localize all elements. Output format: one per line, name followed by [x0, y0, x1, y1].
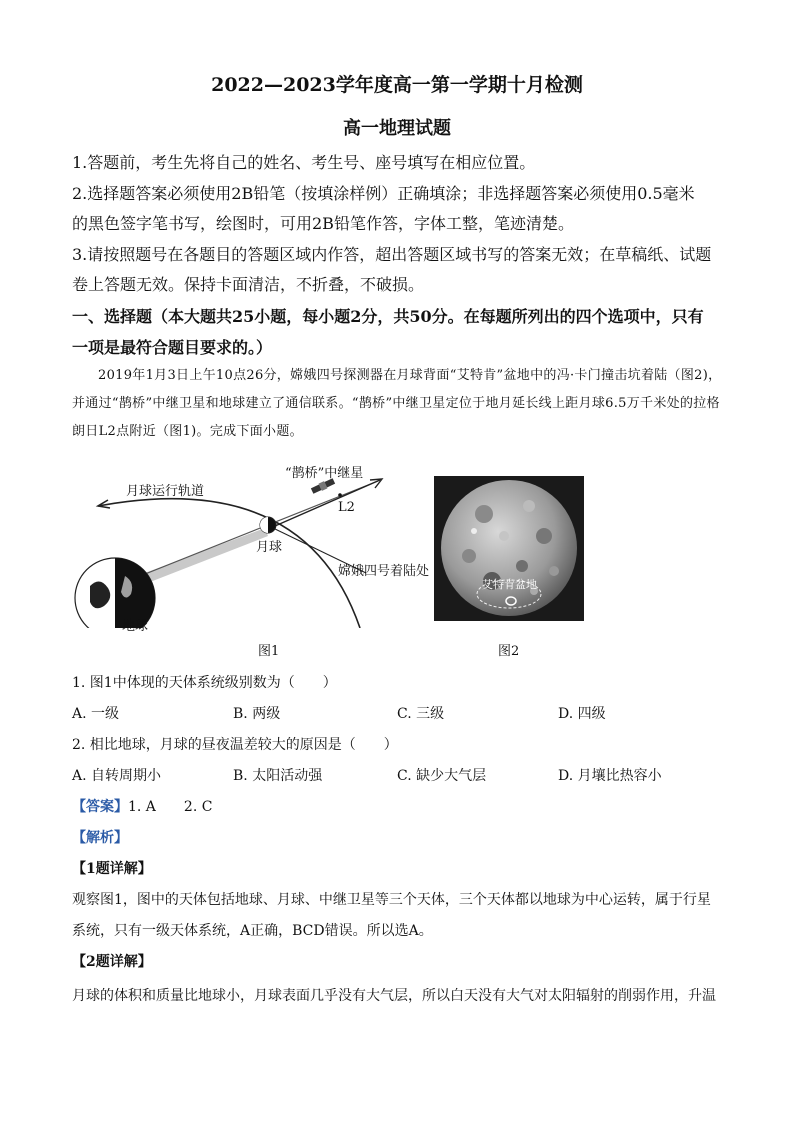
- relay-satellite-label: “鹊桥”中继星: [285, 466, 364, 481]
- option-c: C. 缺少大气层: [397, 768, 487, 784]
- figure1-caption: 图1: [258, 644, 280, 659]
- option-b: B. 太阳活动强: [233, 768, 323, 784]
- page-subtitle: 高一地理试题: [343, 118, 451, 139]
- detail2-line: 月球的体积和质量比地球小，月球表面几乎没有大气层，所以白天没有大气对太阳辐射的削弱作用，升温: [72, 988, 716, 1004]
- detail1-line: 系统，只有一级天体系统，A正确，BCD错误。所以选A。: [72, 923, 433, 939]
- detail2-tag: 【2题详解】: [72, 954, 152, 970]
- instruction-line: 1.答题前，考生先将自己的姓名、考生号、座号填写在相应位置。: [72, 153, 536, 172]
- earth-moon-diagram: [70, 458, 435, 628]
- orbit-label: 月球运行轨道: [126, 484, 205, 499]
- question-stem: 1. 图1中体现的天体系统级别数为（ ）: [72, 675, 337, 691]
- answer-text: 1. A 2. C: [128, 799, 213, 815]
- instruction-line: 3.请按照题号在各题目的答题区域内作答，超出答题区域书写的答案无效；在草稿纸、试题: [72, 245, 712, 264]
- option-c: C. 三级: [397, 706, 445, 722]
- earth-label: 地球: [122, 619, 149, 634]
- figure2-caption: 图2: [498, 644, 520, 659]
- l2-label: L2: [338, 500, 355, 515]
- question-stem: 2. 相比地球，月球的昼夜温差较大的原因是（ ）: [72, 737, 398, 753]
- section-heading: 一、选择题（本大题共25小题，每小题2分，共50分。在每题所列出的四个选项中，只有: [72, 307, 704, 326]
- answer-tag: 【答案】: [72, 799, 128, 815]
- option-d: D. 四级: [558, 706, 606, 722]
- instruction-line: 的黑色签字笔书写，绘图时，可用2B铅笔作答，字体工整，笔迹清楚。: [72, 214, 574, 233]
- analysis-tag: 【解析】: [72, 830, 128, 846]
- section-heading-cont: 一项是最符合题目要求的。）: [72, 338, 273, 357]
- detail1-tag: 【1题详解】: [72, 861, 152, 877]
- moon-far-side-image: [434, 476, 584, 621]
- instruction-line: 卷上答题无效。保持卡面清洁，不折叠，不破损。: [72, 275, 425, 294]
- detail1-line: 观察图1，图中的天体包括地球、月球、中继卫星等三个天体，三个天体都以地球为中心运转，属于行星: [72, 892, 711, 908]
- instruction-line: 2.选择题答案必须使用2B铅笔（按填涂样例）正确填涂；非选择题答案必须使用0.5毫米: [72, 184, 695, 203]
- landing-site-label: 嫦娥四号着陆处: [338, 564, 430, 579]
- option-a: A. 自转周期小: [72, 768, 162, 784]
- option-b: B. 两级: [233, 706, 281, 722]
- moon-label: 月球: [256, 540, 283, 555]
- answer-row: [72, 796, 212, 816]
- reading-passage: 2019年1月3日上午10点26分，嫦娥四号探测器在月球背面“艾特肯”盆地中的冯·卡门撞击坑着陆（图2)，并通过“鹊桥”中继卫星和地球建立了通信联系。“鹊桥”中继卫星定位于地月延长线上距月球6.5万千米处的拉格朗日L2点附近（图1)。完成下面小题。: [72, 368, 722, 439]
- option-d: D. 月壤比热容小: [558, 768, 662, 784]
- basin-label: 艾特肯盆地: [482, 578, 537, 591]
- page-title: 2022—2023学年度高一第一学期十月检测: [211, 74, 583, 96]
- option-a: A. 一级: [72, 706, 120, 722]
